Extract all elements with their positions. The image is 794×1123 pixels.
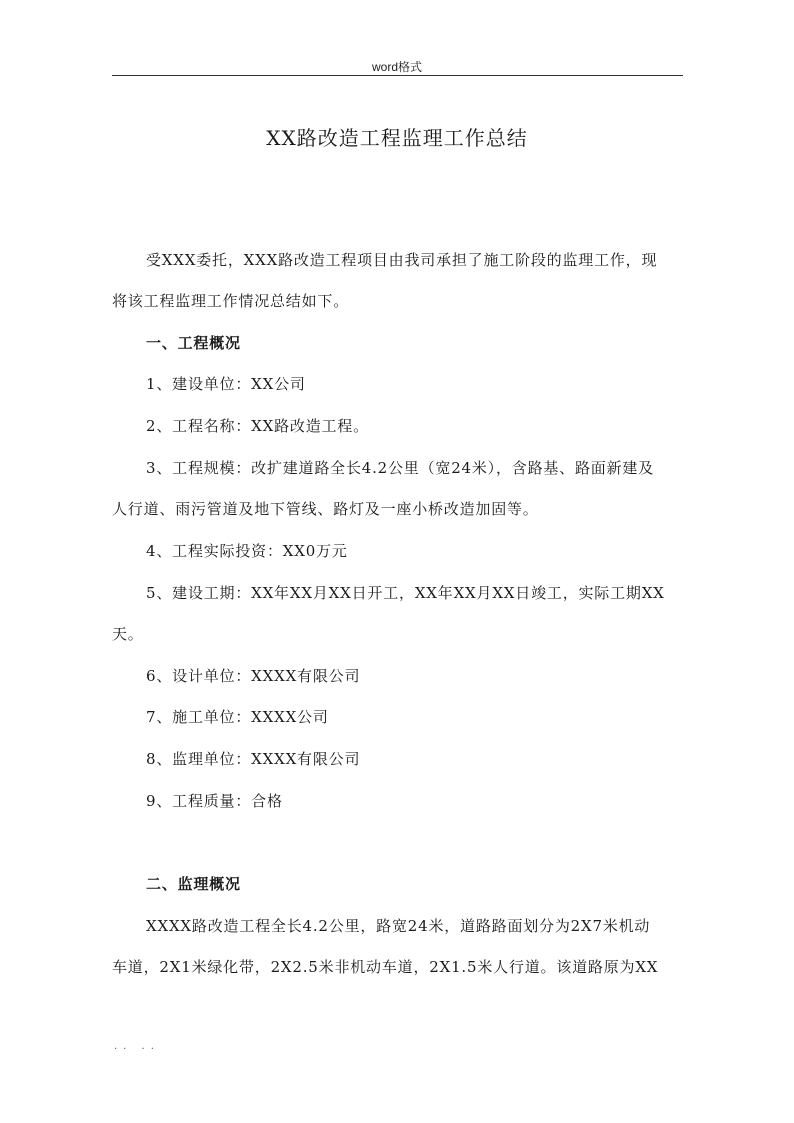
section2-para-line-2: 车道，2X1米绿化带，2X2.5米非机动车道，2X1.5米人行道。该道路原为XX [112,958,659,976]
item-schedule-line-2: 天。 [112,625,144,643]
item-project-scale-line-1: 3、工程规模：改扩建道路全长4.2公里（宽24米），含路基、路面新建及 [146,459,654,477]
section2-heading: 二、监理概况 [146,875,241,893]
item-quality: 9、工程质量：合格 [146,792,283,810]
item-construction-unit: 1、建设单位：XX公司 [146,375,306,393]
item-design-unit: 6、设计单位：XXXX有限公司 [146,667,361,685]
section1-heading: 一、工程概况 [146,334,241,352]
footer-marks: .. .. [114,1041,160,1052]
page-header: word格式 [371,60,422,74]
intro-line-1: 受XXX委托，XXX路改造工程项目由我司承担了施工阶段的监理工作，现 [146,251,658,269]
item-schedule-line-1: 5、建设工期：XX年XX月XX日开工，XX年XX月XX日竣工，实际工期XX [146,584,665,602]
item-investment: 4、工程实际投资：XX0万元 [146,542,348,560]
intro-line-2: 将该工程监理工作情况总结如下。 [112,292,350,310]
document-title: XX路改造工程监理工作总结 [266,126,528,150]
item-project-name: 2、工程名称：XX路改造工程。 [146,417,369,435]
header-divider [112,75,683,76]
section2-para-line-1: XXXX路改造工程全长4.2公里，路宽24米，道路路面划分为2X7米机动 [146,917,651,935]
item-construction-contractor: 7、施工单位：XXXX公司 [146,708,329,726]
item-project-scale-line-2: 人行道、雨污管道及地下管线、路灯及一座小桥改造加固等。 [112,500,539,518]
item-supervision-unit: 8、监理单位：XXXX有限公司 [146,750,361,768]
